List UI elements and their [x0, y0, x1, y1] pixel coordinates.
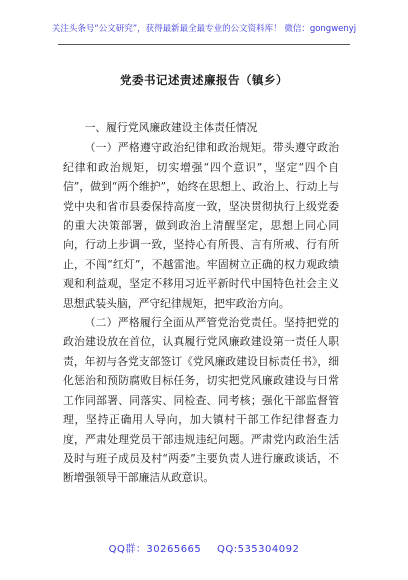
footer-qq-group: QQ群：30265665: [108, 544, 202, 555]
footer-qq: QQ:535304092: [216, 544, 300, 555]
header-divider: [58, 44, 350, 45]
footer: [0, 540, 408, 555]
paragraph-1: （一）严格遵守政治纪律和政治规矩。带头遵守政治纪律和政治规矩，切实增强“四个意识”，坚定“四个自信”，做到“两个维护”，始终在思想上、政治上、行动上与党中央和省市县委保持高度一致，坚决贯彻执行上级党委的重大决策部署，做到政治上清醒坚定，思想上同心同向，行动上步调一致，坚持心有所畏、言有所戒、行有所止，不闯“红灯”，不越雷池。牢固树立正确的权力观政绩观和利益观，坚定不移用习近平新时代中国特色社会主义思想武装头脑，严守纪律规矩，把牢政治方向。: [63, 141, 339, 310]
header-note: 关注头条号“公文研究”，获得最新最全最专业的公文资料库！ 微信：gongwenyj: [51, 24, 357, 34]
paragraph-2: （二）严格履行全面从严管党治党责任。坚持把党的政治建设放在首位，认真履行党风廉政建设第一责任人职责，年初与各党支部签订《党风廉政建设目标责任书》，细化惩治和预防腐败目标任务，切实把党风廉政建设与日常工作同部署、同落实、同检查、同考核；强化干部监督管理，坚持正确用人导向，加大镇村干部工作纪律督查力度，严肃处理党员干部违规违纪问题。严肃党内政治生活及时与班子成员及村“两委”主要负责人进行廉政谈话，不断增强领导干部廉洁从政意识。: [63, 316, 339, 485]
section-heading: 一、履行党风廉政建设主体责任情况: [84, 121, 258, 134]
document-body: [63, 118, 339, 488]
document-title: 党委书记述责述廉报告（镇乡）: [120, 73, 288, 87]
